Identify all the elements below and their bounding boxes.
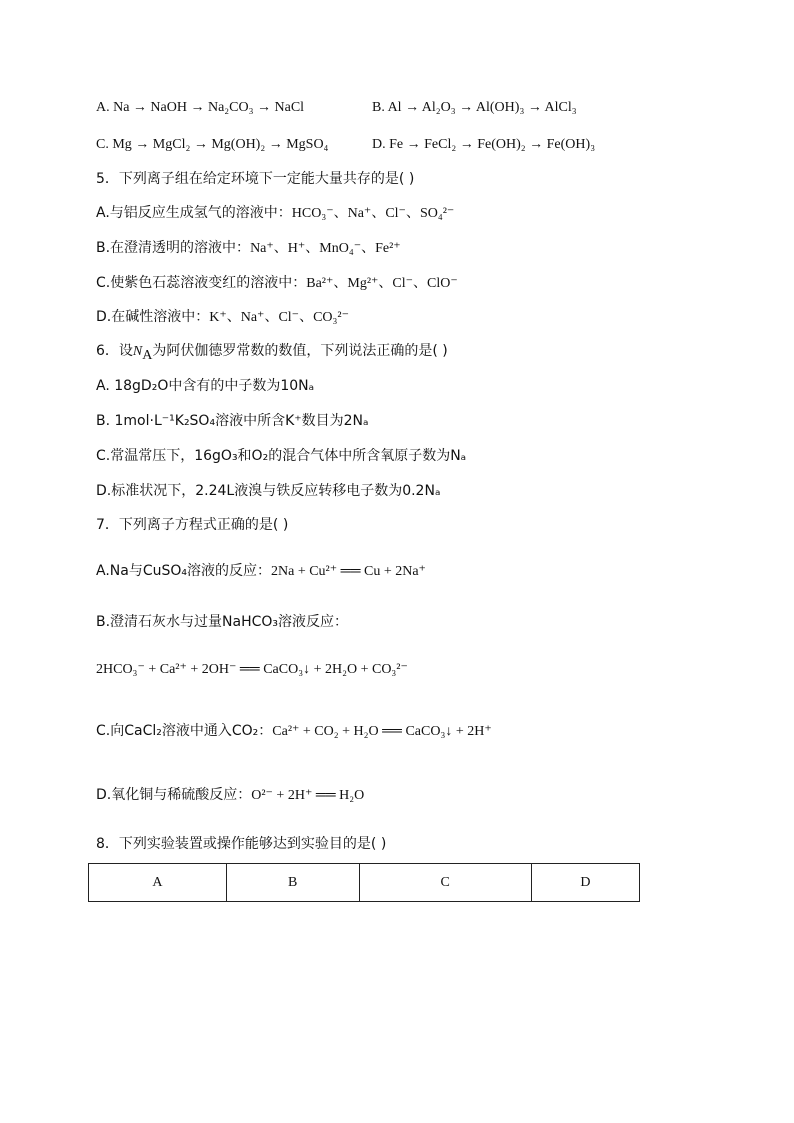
q7-option-d-label: D.氧化铜与稀硫酸反应：	[96, 787, 252, 803]
q4-option-d: D. Fe → FeCl₂ → Fe(OH)₂ → Fe(OH)₃	[372, 137, 596, 152]
q5-option-b-ions: Na⁺、H⁺、MnO₄⁻、Fe²⁺	[250, 241, 401, 256]
q8-header-b: B	[226, 864, 359, 902]
q5-option-d	[96, 307, 349, 328]
q4-option-a: A. Na → NaOH → Na₂CO₃ → NaCl	[96, 100, 305, 115]
q7-option-c	[96, 721, 492, 742]
q7-option-d	[96, 785, 364, 806]
q8-option-table	[88, 863, 640, 902]
q5-option-c-label: C.使紫色石蕊溶液变红的溶液中：	[96, 275, 307, 291]
q7-option-a-label: A.Na与CuSO₄溶液的反应：	[96, 563, 271, 579]
q5-option-c-ions: Ba²⁺、Mg²⁺、Cl⁻、ClO⁻	[306, 276, 458, 291]
q5-option-d-ions: K⁺、Na⁺、Cl⁻、CO₃²⁻	[209, 310, 349, 325]
q5-option-a	[96, 203, 454, 224]
q6-option-d: D.标准状况下，2.24L液溴与铁反应转移电子数为0.2Nₐ	[96, 483, 441, 499]
q7-option-b-label: B.澄清石灰水与过量NaHCO₃溶液反应：	[96, 614, 349, 630]
q4-option-c: C. Mg → MgCl₂ → Mg(OH)₂ → MgSO₄	[96, 137, 329, 152]
q6-option-b: B. 1mol·L⁻¹K₂SO₄溶液中所含K⁺数目为2Nₐ	[96, 413, 369, 429]
q6-stem-post: 为阿伏伽德罗常数的数值，下列说法正确的是( )	[152, 343, 448, 359]
q7-option-c-equation: Ca²⁺ + CO₂ + H₂O ══ CaCO₃↓ + 2H⁺	[272, 724, 492, 739]
q4-option-b: B. Al → Al₂O₃ → Al(OH)₃ → AlCl₃	[372, 100, 577, 115]
q5-option-d-label: D.在碱性溶液中：	[96, 309, 210, 325]
q6-stem-pre: 6．设	[96, 343, 133, 359]
q6-option-a: A. 18gD₂O中含有的中子数为10Nₐ	[96, 378, 315, 394]
q6-na-subscript: A	[142, 347, 153, 363]
q7-option-a	[96, 561, 426, 582]
q5-option-c	[96, 273, 458, 294]
q7-option-d-equation: O²⁻ + 2H⁺ ══ H₂O	[251, 788, 365, 803]
q8-header-d: D	[531, 864, 639, 902]
q7-stem: 7．下列离子方程式正确的是( )	[96, 517, 289, 533]
q6-stem	[96, 341, 448, 362]
q5-option-a-ions: HCO₃⁻、Na⁺、Cl⁻、SO₄²⁻	[291, 206, 455, 221]
q8-header-a: A	[89, 864, 227, 902]
q5-option-a-label: A.与铝反应生成氢气的溶液中：	[96, 205, 292, 221]
table-row	[89, 864, 640, 902]
q7-option-a-equation: 2Na + Cu²⁺ ══ Cu + 2Na⁺	[271, 564, 426, 579]
q5-stem: 5．下列离子组在给定环境下一定能大量共存的是( )	[96, 171, 415, 187]
q7-option-c-label: C.向CaCl₂溶液中通入CO₂：	[96, 723, 273, 739]
q8-stem: 8．下列实验装置或操作能够达到实验目的是( )	[96, 836, 387, 852]
q5-option-b-label: B.在澄清透明的溶液中：	[96, 240, 251, 256]
q6-option-c: C.常温常压下，16gO₃和O₂的混合气体中所含氧原子数为Nₐ	[96, 448, 467, 464]
q6-na-symbol: N	[132, 344, 143, 359]
q8-header-c: C	[359, 864, 531, 902]
q7-option-b-equation: 2HCO₃⁻ + Ca²⁺ + 2OH⁻ ══ CaCO₃↓ + 2H₂O + CO₃²⁻	[96, 662, 408, 677]
q5-option-b	[96, 238, 401, 259]
